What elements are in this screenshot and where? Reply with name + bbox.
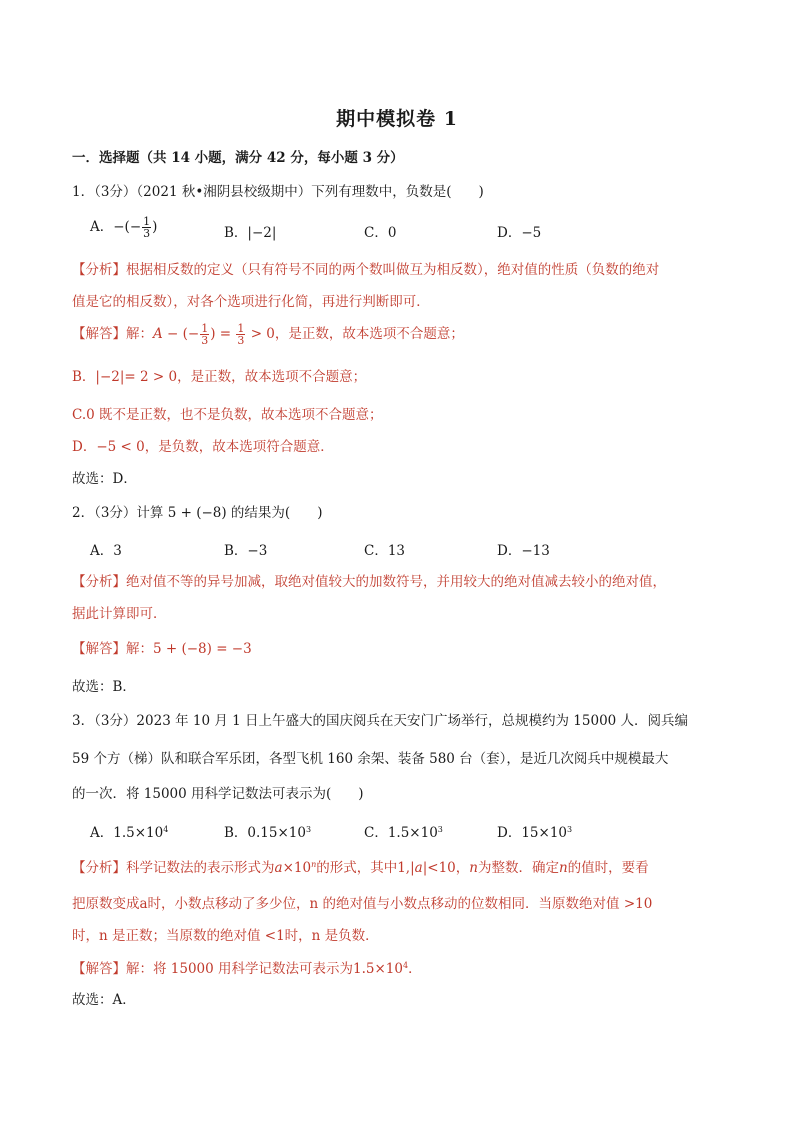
q2-option-a: A．3 bbox=[90, 543, 122, 559]
q2-choose: 故选：B． bbox=[72, 679, 136, 695]
q1-option-b: B．|−2| bbox=[224, 225, 277, 241]
q1-answer-line-b: B．|−2|= 2 > 0，是正数，故本选项不合题意； bbox=[72, 369, 367, 385]
q3-stem-line-2: 59 个方（梯）队和联合军乐团，各型飞机 160 余架、装备 580 台（套），是近几次阅兵中规模最大 bbox=[72, 751, 669, 767]
analysis-tag: 【分析】 bbox=[72, 574, 126, 590]
analysis-text: 绝对值不等的异号加减，取绝对值较大的加数符号，并用较大的绝对值减去较小的绝对值， bbox=[126, 574, 666, 590]
answer-exponent: 4 bbox=[403, 961, 409, 970]
analysis-var: n bbox=[469, 860, 478, 876]
answer-expr-part: > 0，是正数，故本选项不合题意； bbox=[246, 326, 464, 342]
answer-text: 解：将 15000 用科学记数法可表示为1.5×10 bbox=[126, 961, 403, 977]
analysis-text: ×10 bbox=[282, 860, 312, 876]
q2-option-d: D．−13 bbox=[497, 543, 550, 559]
q1-option-d: D．−5 bbox=[497, 225, 542, 241]
option-exponent: 3 bbox=[305, 825, 312, 834]
analysis-tag: 【分析】 bbox=[72, 262, 126, 278]
q3-answer bbox=[72, 957, 422, 977]
q3-analysis-line-2: 把原数变成a时，小数点移动了多少位，n 的绝对值与小数点移动的位数相同．当原数绝对值 >10 bbox=[72, 896, 653, 912]
q3-option-a bbox=[90, 821, 168, 841]
fraction-denominator: 3 bbox=[143, 227, 151, 240]
q1-option-a bbox=[90, 215, 157, 239]
answer-option-letter: A bbox=[153, 326, 163, 342]
answer-fraction-1 bbox=[200, 323, 209, 346]
q3-option-d bbox=[497, 821, 572, 841]
q3-analysis-line-3: 时，n 是正数；当原数的绝对值 <1时，n 是负数． bbox=[72, 928, 379, 944]
option-exponent: 3 bbox=[437, 825, 443, 834]
q1-option-a-fraction bbox=[142, 216, 151, 239]
answer-tag: 【解答】 bbox=[72, 961, 126, 977]
option-text: C．1.5×10 bbox=[364, 825, 438, 841]
answer-tag: 【解答】 bbox=[72, 641, 126, 657]
q1-answer-line-d: D．−5 < 0，是负数，故本选项符合题意． bbox=[72, 439, 334, 455]
q1-stem: 1．（3分）（2021 秋•湘阴县校级期中）下列有理数中，负数是( ) bbox=[72, 184, 484, 200]
fraction-numerator: 1 bbox=[143, 215, 151, 228]
q1-option-a-post: ) bbox=[152, 219, 158, 235]
answer-expr-part: − (− bbox=[162, 326, 200, 342]
option-text: B．0.15×10 bbox=[224, 825, 306, 841]
q3-stem-line-3: 的一次．将 15000 用科学记数法可表示为( ) bbox=[72, 786, 364, 802]
analysis-text: |<10， bbox=[422, 860, 470, 876]
option-text: D．15×10 bbox=[497, 825, 567, 841]
q3-analysis-line-1 bbox=[72, 856, 649, 876]
q2-analysis-line-1 bbox=[72, 570, 666, 590]
analysis-text: 的值时，要看 bbox=[567, 860, 649, 876]
option-exponent: 3 bbox=[567, 825, 573, 834]
q2-option-b: B．−3 bbox=[224, 543, 268, 559]
answer-text: 解：5 + (−8) = −3 bbox=[126, 641, 252, 657]
q1-analysis-line-1 bbox=[72, 258, 659, 278]
answer-tag: 【解答】 bbox=[72, 326, 126, 342]
answer-expr-part: ) = bbox=[210, 326, 236, 342]
q1-answer-line-a bbox=[72, 322, 464, 346]
q1-answer-line-c: C.0 既不是正数，也不是负数，故本选项不合题意； bbox=[72, 407, 383, 423]
fraction-denominator: 3 bbox=[237, 334, 245, 347]
q2-analysis-line-2: 据此计算即可． bbox=[72, 606, 167, 622]
q1-option-a-label: A． bbox=[90, 219, 114, 235]
fraction-denominator: 3 bbox=[201, 334, 209, 347]
analysis-tag: 【分析】 bbox=[72, 860, 126, 876]
q2-stem: 2．（3分）计算 5 + (−8) 的结果为( ) bbox=[72, 505, 323, 521]
q3-option-b bbox=[224, 821, 311, 841]
q3-option-c bbox=[364, 821, 443, 841]
answer-end: ． bbox=[408, 961, 422, 977]
analysis-var: n bbox=[311, 860, 317, 869]
q1-choose: 故选：D． bbox=[72, 471, 137, 487]
analysis-var: a bbox=[274, 860, 283, 876]
q2-option-c: C．13 bbox=[364, 543, 406, 559]
page-title: 期中模拟卷 1 bbox=[336, 108, 458, 130]
q1-option-c: C．0 bbox=[364, 225, 397, 241]
q1-analysis-line-2: 值是它的相反数），对各个选项进行化简，再进行判断即可． bbox=[72, 294, 430, 310]
analysis-text: 科学记数法的表示形式为 bbox=[126, 860, 275, 876]
fraction-numerator: 1 bbox=[237, 322, 245, 335]
q3-stem-line-1: 3．（3分）2023 年 10 月 1 日上午盛大的国庆阅兵在天安门广场举行，总规模约为 15000 人．阅兵编 bbox=[72, 713, 689, 729]
answer-fraction-2 bbox=[236, 323, 245, 346]
fraction-numerator: 1 bbox=[201, 322, 209, 335]
option-exponent: 4 bbox=[163, 825, 169, 834]
q3-choose: 故选：A． bbox=[72, 992, 136, 1008]
analysis-text: 为整数．确定 bbox=[477, 860, 559, 876]
analysis-var: a bbox=[414, 860, 423, 876]
section-heading: 一．选择题（共 14 小题，满分 42 分，每小题 3 分） bbox=[72, 150, 404, 166]
analysis-text: 的形式，其中1,| bbox=[316, 860, 415, 876]
analysis-var: n bbox=[558, 860, 568, 876]
analysis-text: 根据相反数的定义（只有符号不同的两个数叫做互为相反数），绝对值的性质（负数的绝对 bbox=[126, 262, 660, 278]
answer-prefix: 解： bbox=[126, 326, 153, 342]
q2-answer bbox=[72, 637, 252, 657]
option-text: A．1.5×10 bbox=[90, 825, 164, 841]
q1-option-a-pre: −(− bbox=[113, 219, 142, 235]
